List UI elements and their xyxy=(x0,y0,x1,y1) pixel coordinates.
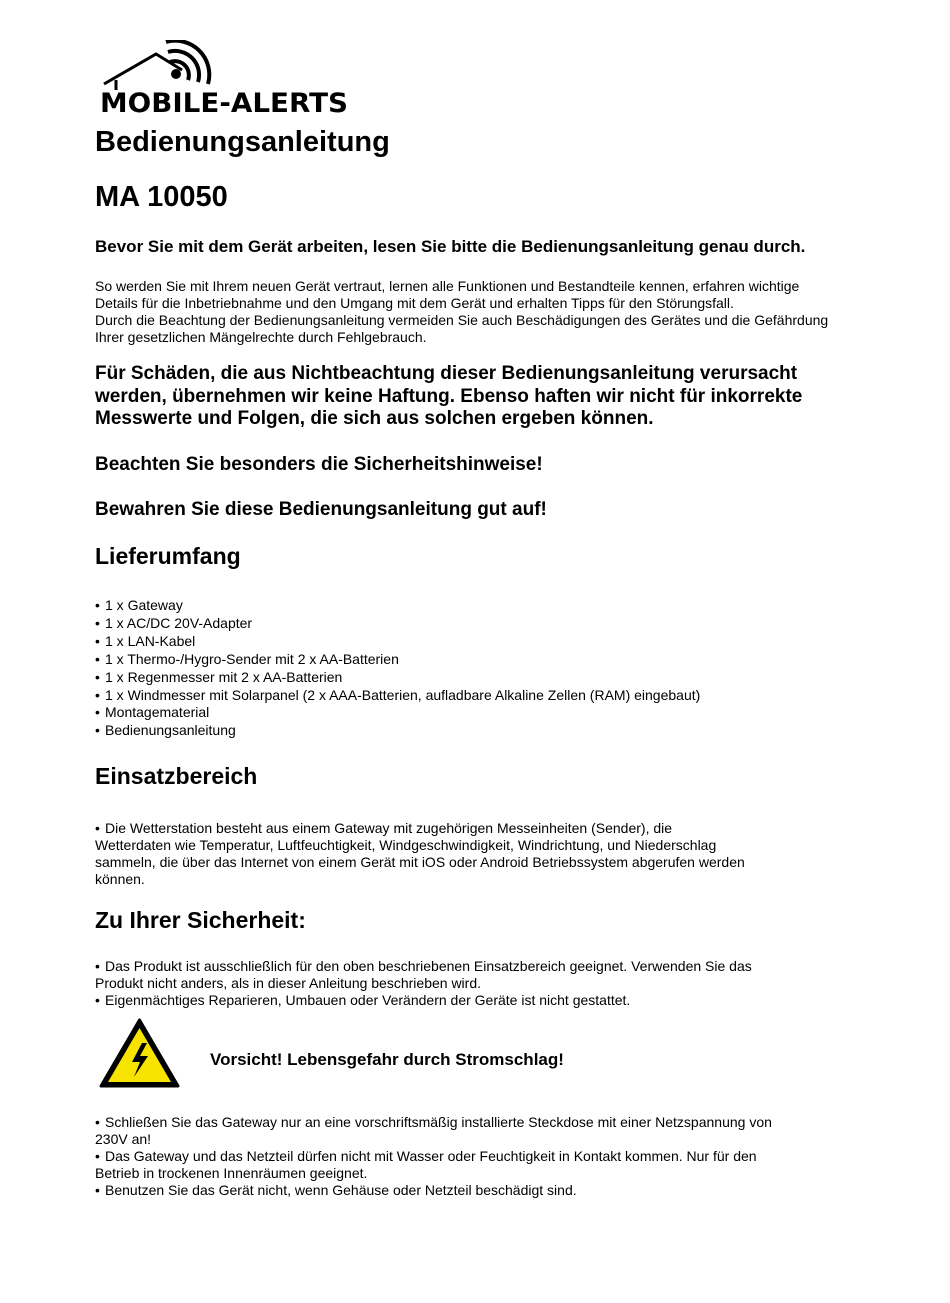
safety-item-1-cont: Produkt nicht anders, als in dieser Anleitung beschrieben wird. xyxy=(95,975,481,991)
liability-notice: Für Schäden, die aus Nichtbeachtung dieser Bedienungsanleitung verursacht werden, übernehmen wir keine Haftung. Ebenso haften wir nicht für inkorrekte Messwerte und Folgen, die sich aus solchen ergeben können. xyxy=(95,363,803,429)
usage-line-2: Wetterdaten wie Temperatur, Luftfeuchtigkeit, Windgeschwindigkeit, Windrichtung, und Niederschlag xyxy=(95,837,717,853)
house-signal-icon xyxy=(98,40,350,120)
bullet: • xyxy=(95,820,100,836)
list-item: • 1 x Regenmesser mit 2 x AA-Batterien xyxy=(95,668,343,685)
logo-wordmark: MOBILE-ALERTS xyxy=(100,88,348,119)
safety-heading: Zu Ihrer Sicherheit: xyxy=(95,907,306,933)
safety-note: Beachten Sie besonders die Sicherheitshinweise! xyxy=(95,454,543,475)
bullet: • xyxy=(95,1148,100,1164)
safety-item-3: Schließen Sie das Gateway nur an eine vorschriftsmäßig installierte Steckdose mit einer Netzspannung von xyxy=(105,1114,772,1130)
usage-line-3: sammeln, die über das Internet von einem Gerät mit iOS oder Android Betriebssystem abgerufen werden xyxy=(95,854,745,870)
intro-text xyxy=(95,278,840,346)
intro-paragraph-1: So werden Sie mit Ihrem neuen Gerät vertraut, lernen alle Funktionen und Bestandteile kennen, erfahren wichtige Details für die Inbetriebnahme und den Umgang mit dem Gerät und erhalten Tipps für den Störungsfall. xyxy=(95,278,800,311)
usage-line-1: Die Wetterstation besteht aus einem Gateway mit zugehörigen Messeinheiten (Sender), die xyxy=(105,820,673,836)
model-number: MA 10050 xyxy=(95,181,228,213)
bullet: • xyxy=(95,614,100,631)
safety-list-1 xyxy=(95,958,840,1009)
bullet: • xyxy=(95,704,100,721)
list-item: • Bedienungsanleitung xyxy=(95,722,236,739)
bullet: • xyxy=(95,686,100,703)
delivery-heading: Lieferumfang xyxy=(95,543,241,569)
high-voltage-warning-icon xyxy=(98,1017,181,1089)
list-item: • 1 x Gateway xyxy=(95,597,183,613)
usage-heading: Einsatzbereich xyxy=(95,763,258,789)
safety-item-1: Das Produkt ist ausschließlich für den oben beschriebenen Einsatzbereich geeignet. Verwenden Sie das xyxy=(105,958,752,974)
bullet: • xyxy=(95,632,100,649)
page-title: Bedienungsanleitung xyxy=(95,126,390,158)
list-item: • 1 x Thermo-/Hygro-Sender mit 2 x AA-Batterien xyxy=(95,650,399,667)
safety-item-4-cont: Betrieb in trockenen Innenräumen geeignet. xyxy=(95,1165,368,1181)
list-item: • 1 x AC/DC 20V-Adapter xyxy=(95,614,253,631)
keep-manual-note: Bewahren Sie diese Bedienungsanleitung gut auf! xyxy=(95,499,547,520)
bullet: • xyxy=(95,668,100,685)
list-item: • 1 x Windmesser mit Solarpanel (2 x AAA-Batterien, aufladbare Alkaline Zellen (RAM) eingebaut) xyxy=(95,686,701,703)
delivery-list xyxy=(95,597,840,740)
bullet: • xyxy=(95,597,100,613)
safety-item-4: Das Gateway und das Netzteil dürfen nicht mit Wasser oder Feuchtigkeit in Kontakt kommen. Nur für den xyxy=(105,1148,757,1164)
bullet: • xyxy=(95,722,100,739)
brand-logo xyxy=(98,40,350,120)
list-item: • Montagematerial xyxy=(95,704,210,721)
bullet: • xyxy=(95,1114,100,1130)
usage-line-4: können. xyxy=(95,871,145,887)
bullet: • xyxy=(95,650,100,667)
bullet: • xyxy=(95,958,100,974)
electric-shock-warning: Vorsicht! Lebensgefahr durch Stromschlag! xyxy=(210,1050,564,1069)
list-item: • 1 x LAN-Kabel xyxy=(95,632,196,649)
safety-item-3-cont: 230V an! xyxy=(95,1131,152,1147)
usage-text xyxy=(95,820,840,888)
safety-list-2 xyxy=(95,1114,840,1199)
intro-heading: Bevor Sie mit dem Gerät arbeiten, lesen Sie bitte die Bedienungsanleitung genau durch. xyxy=(95,237,806,256)
intro-paragraph-2: Durch die Beachtung der Bedienungsanleitung vermeiden Sie auch Beschädigungen des Gerätes und die Gefährdung Ihrer gesetzlichen Mängelrechte durch Fehlgebrauch. xyxy=(95,312,829,345)
safety-item-5: Benutzen Sie das Gerät nicht, wenn Gehäuse oder Netzteil beschädigt sind. xyxy=(105,1182,577,1198)
bullet: • xyxy=(95,992,100,1008)
bullet: • xyxy=(95,1182,100,1198)
safety-item-2: Eigenmächtiges Reparieren, Umbauen oder Verändern der Geräte ist nicht gestattet. xyxy=(105,992,631,1008)
